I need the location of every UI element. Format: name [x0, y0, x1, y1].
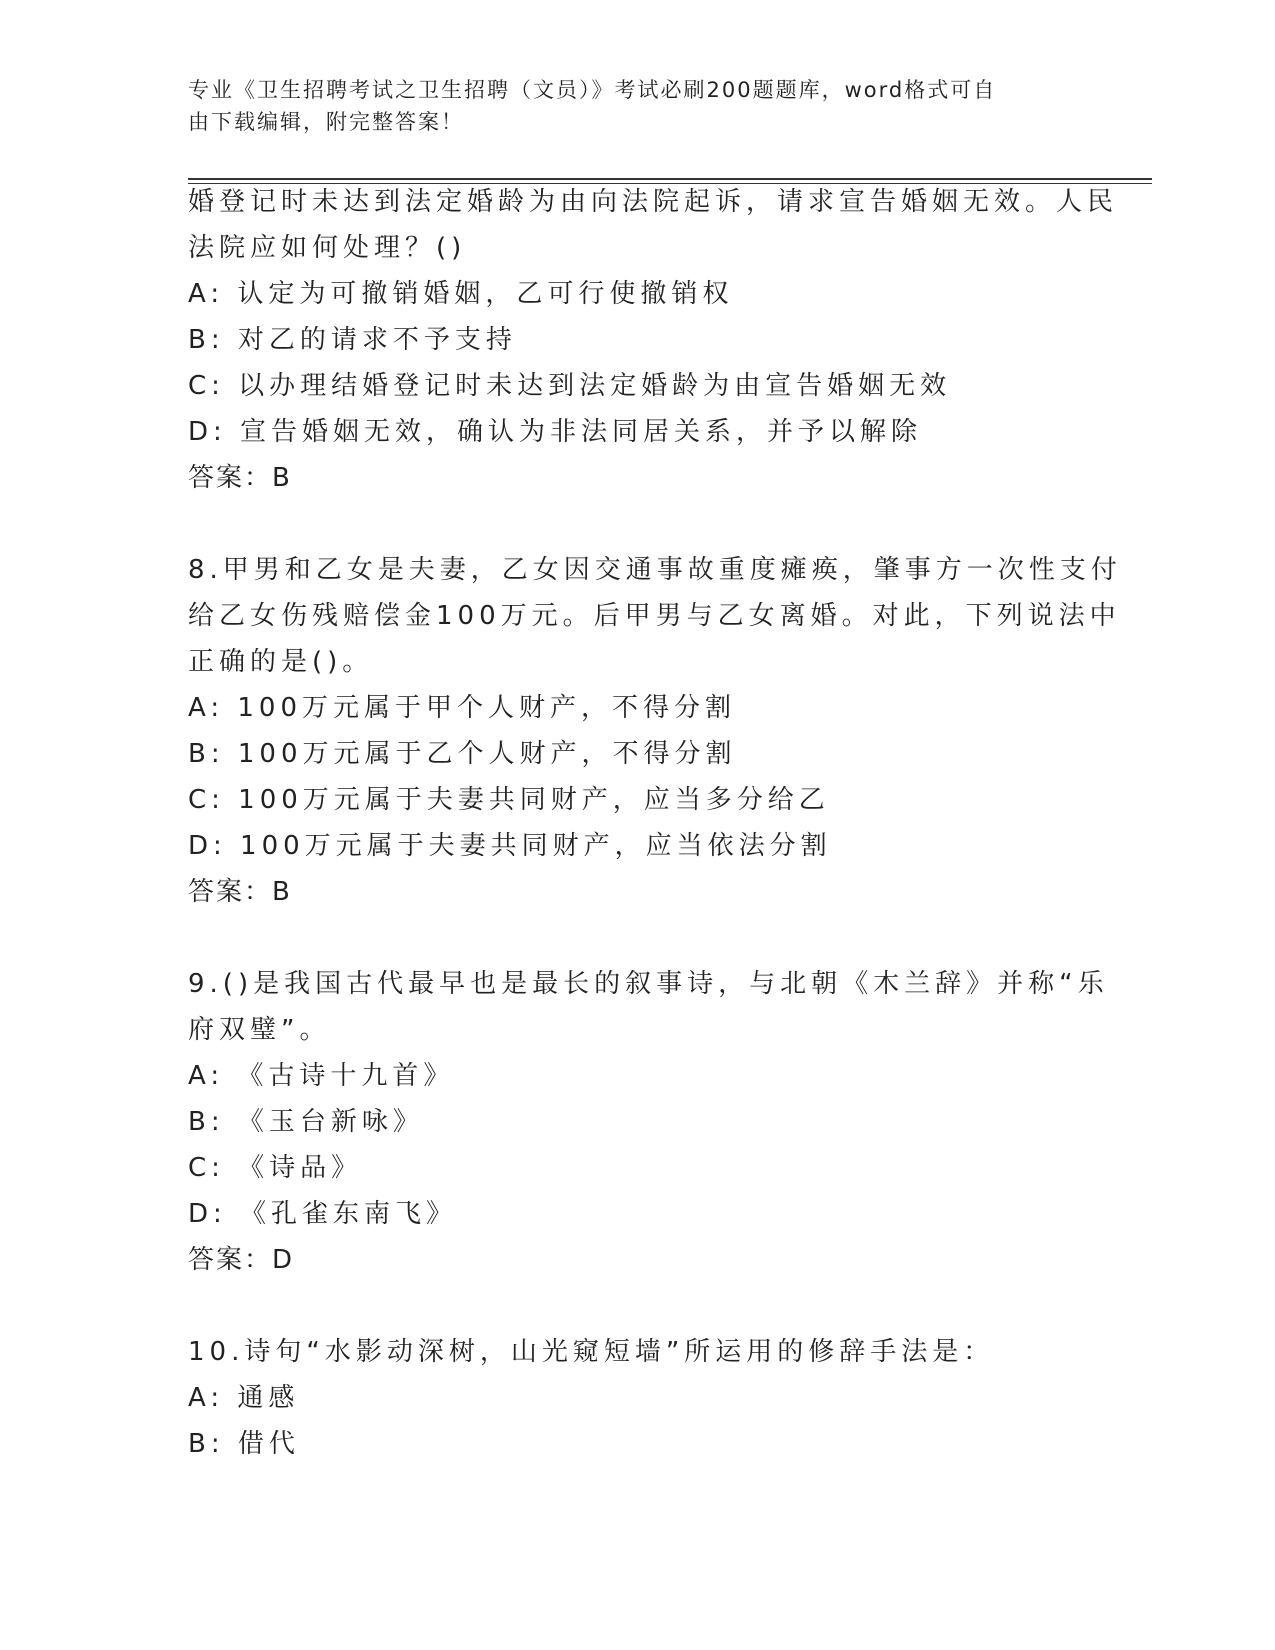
question-9 [188, 961, 1109, 1283]
question-stem-line: 9.()是我国古代最早也是最长的叙事诗，与北朝《木兰辞》并称“乐 [188, 969, 1109, 999]
question-8 [188, 547, 1122, 915]
header-title-line-1: 专业《卫生招聘考试之卫生招聘（文员）》考试必刷200题题库，word格式可自 [188, 78, 997, 102]
header-title-line-2: 由下载编辑，附完整答案！ [188, 110, 464, 134]
option-c: C: 100万元属于夫妻共同财产，应当多分给乙 [188, 785, 830, 815]
question-stem-line: 8.甲男和乙女是夫妻，乙女因交通事故重度瘫痪，肇事方一次性支付 [188, 555, 1122, 585]
option-b: B: 100万元属于乙个人财产，不得分割 [188, 739, 737, 769]
option-c: C: 以办理结婚登记时未达到法定婚龄为由宣告婚姻无效 [188, 371, 952, 401]
question-stem-line: 正确的是()。 [188, 647, 374, 677]
question-7 [188, 179, 1119, 501]
document-header [188, 74, 1068, 138]
answer-label: 答案：D [188, 1245, 295, 1275]
option-d: D: 100万元属于夫妻共同财产，应当依法分割 [188, 831, 832, 861]
option-d: D: 宣告婚姻无效，确认为非法同居关系，并予以解除 [188, 417, 923, 447]
option-a: A: 通感 [188, 1383, 300, 1413]
question-10 [188, 1329, 1068, 1467]
option-a: A: 认定为可撤销婚姻，乙可行使撤销权 [188, 279, 734, 309]
question-stem-line: 法院应如何处理？() [188, 233, 467, 263]
answer-label: 答案：B [188, 463, 292, 493]
option-a: A: 《古诗十九首》 [188, 1061, 455, 1091]
question-spacer [188, 1283, 1068, 1329]
question-spacer [188, 501, 1068, 547]
question-stem-line: 婚登记时未达到法定婚龄为由向法院起诉，请求宣告婚姻无效。人民 [188, 187, 1119, 217]
option-b: B: 借代 [188, 1429, 300, 1459]
option-a: A: 100万元属于甲个人财产，不得分割 [188, 693, 736, 723]
answer-label: 答案：B [188, 877, 292, 907]
question-stem-line: 府双璧”。 [188, 1015, 331, 1045]
question-stem-line: 给乙女伤残赔偿金100万元。后甲男与乙女离婚。对此，下列说法中 [188, 601, 1121, 631]
option-d: D: 《孔雀东南飞》 [188, 1199, 458, 1229]
option-c: C: 《诗品》 [188, 1153, 363, 1183]
question-spacer [188, 915, 1068, 961]
question-list [188, 179, 1122, 1467]
option-b: B: 《玉台新咏》 [188, 1107, 424, 1137]
question-stem-line: 10.诗句“水影动深树，山光窥短墙”所运用的修辞手法是： [188, 1337, 995, 1367]
option-b: B: 对乙的请求不予支持 [188, 325, 517, 355]
